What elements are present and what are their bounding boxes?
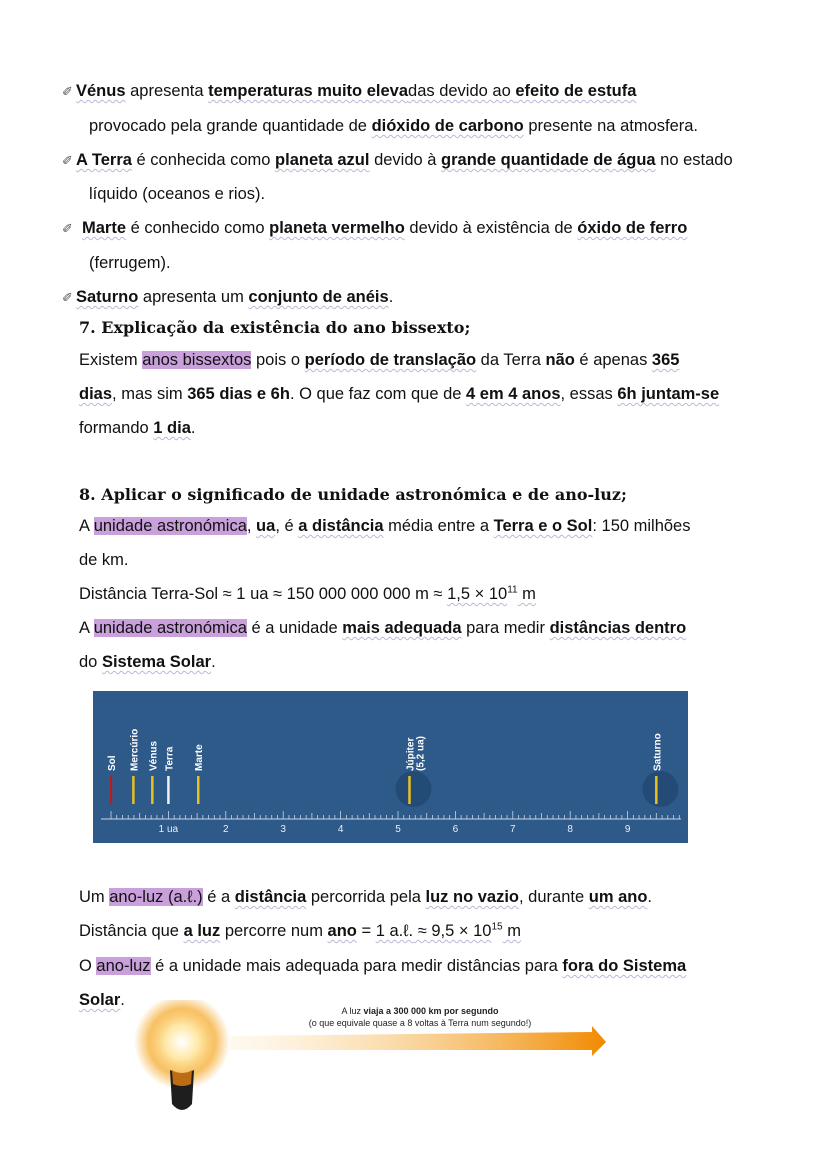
- planet-label: Vénus: [148, 740, 160, 771]
- planet-label: Saturno: [652, 733, 664, 771]
- ruler-tick-label: 4: [337, 824, 344, 835]
- section-7-line-1: Existem anos bissextos pois o período de translação da Terra não é apenas 365: [79, 351, 680, 369]
- light-caption-speed: viaja a 300 000 km por segundo: [363, 1006, 499, 1016]
- bullet-venus: ✐ Vénus apresenta temperaturas muito elevadas devido ao efeito de estufa: [62, 82, 637, 100]
- planet-label: Júpiter: [405, 737, 417, 771]
- solar-system-distance-ruler: [93, 691, 688, 843]
- anoluz-line-3: O ano-luz é a unidade mais adequada para medir distâncias para fora do Sistema: [79, 957, 687, 975]
- section-8-line-3: Distância Terra-Sol ≈ 1 ua ≈ 150 000 000 000 $m \approx 1,5 \times 10^{11}$ m: [79, 584, 536, 603]
- section-7-heading: 7. Explicação da existência do ano bissexto;: [79, 318, 471, 337]
- section-8-line-2: de km.: [79, 551, 129, 569]
- pencil-bullet-icon: ✐: [62, 153, 73, 168]
- planet-sublabel: (5,2 ua): [415, 735, 427, 771]
- ruler-tick-label: 2: [223, 824, 229, 835]
- section-8-line-4: A unidade astronómica é a unidade mais adequada para medir distâncias dentro: [79, 619, 687, 637]
- bullet-terra: ✐ A Terra é conhecida como planeta azul devido à grande quantidade de água no estado: [62, 151, 733, 169]
- pencil-bullet-icon: ✐: [62, 290, 73, 305]
- section-8-line-1: A unidade astronómica, ua, é a distância média entre a Terra e o Sol: 150 milhões: [79, 517, 691, 535]
- section-8-line-5: do Sistema Solar.: [79, 653, 216, 671]
- light-speed-illustration: [130, 1000, 630, 1130]
- light-caption-prefix: A luz: [341, 1006, 364, 1016]
- section-7-line-2: dias, mas sim 365 dias e 6h. O que faz com que de 4 em 4 anos, essas 6h juntam-se: [79, 385, 720, 403]
- light-caption-line-1: [341, 1006, 499, 1016]
- pencil-bullet-icon: ✐: [62, 84, 73, 99]
- anoluz-line-1: Um ano-luz (a.ℓ.) é a distância percorrida pela luz no vazio, durante um ano.: [79, 888, 652, 906]
- pencil-bullet-icon: ✐: [62, 221, 73, 236]
- section-8-heading: 8. Aplicar o significado de unidade astronómica e de ano-luz;: [79, 485, 627, 504]
- planet-label: Marte: [194, 744, 206, 771]
- planet-label: Terra: [164, 746, 176, 771]
- ruler-tick-label: 3: [280, 824, 286, 835]
- ruler-tick-label: 1 ua: [158, 824, 179, 835]
- bullet-venus-cont: provocado pela grande quantidade de dióxido de carbono presente na atmosfera.: [89, 117, 699, 135]
- ruler-tick-label: 7: [510, 824, 516, 835]
- anoluz-line-2: Distância que a luz percorre num ano = 1 a.ℓ. ≈ $9,5 \times 10^{15}$ m: [79, 921, 521, 940]
- ruler-tick-label: 5: [395, 824, 401, 835]
- ruler-tick-label: 9: [624, 824, 631, 835]
- light-beam-arrow: [230, 1026, 606, 1056]
- anoluz-line-4: Solar.: [79, 991, 125, 1009]
- planet-label: Sol: [107, 755, 118, 771]
- bullet-saturno: ✐ Saturno apresenta um conjunto de anéis.: [62, 288, 394, 306]
- bullet-marte: ✐ Marte é conhecido como planeta vermelho devido à existência de óxido de ferro: [62, 219, 688, 237]
- bullet-marte-cont: (ferrugem).: [89, 254, 171, 272]
- bullet-terra-cont: líquido (oceanos e rios).: [89, 185, 266, 203]
- planet-shadow: [395, 771, 431, 807]
- planet-label: Mercúrio: [129, 728, 141, 771]
- ruler-tick-label: 8: [567, 824, 573, 835]
- ruler-tick-label: 6: [452, 824, 459, 835]
- planet-shadow: [642, 771, 678, 807]
- section-7-line-3: formando 1 dia.: [79, 419, 196, 437]
- ruler-background: [93, 691, 688, 843]
- light-caption-line-2: (o que equivale quase a 8 voltas à Terra num segundo!): [308, 1018, 532, 1028]
